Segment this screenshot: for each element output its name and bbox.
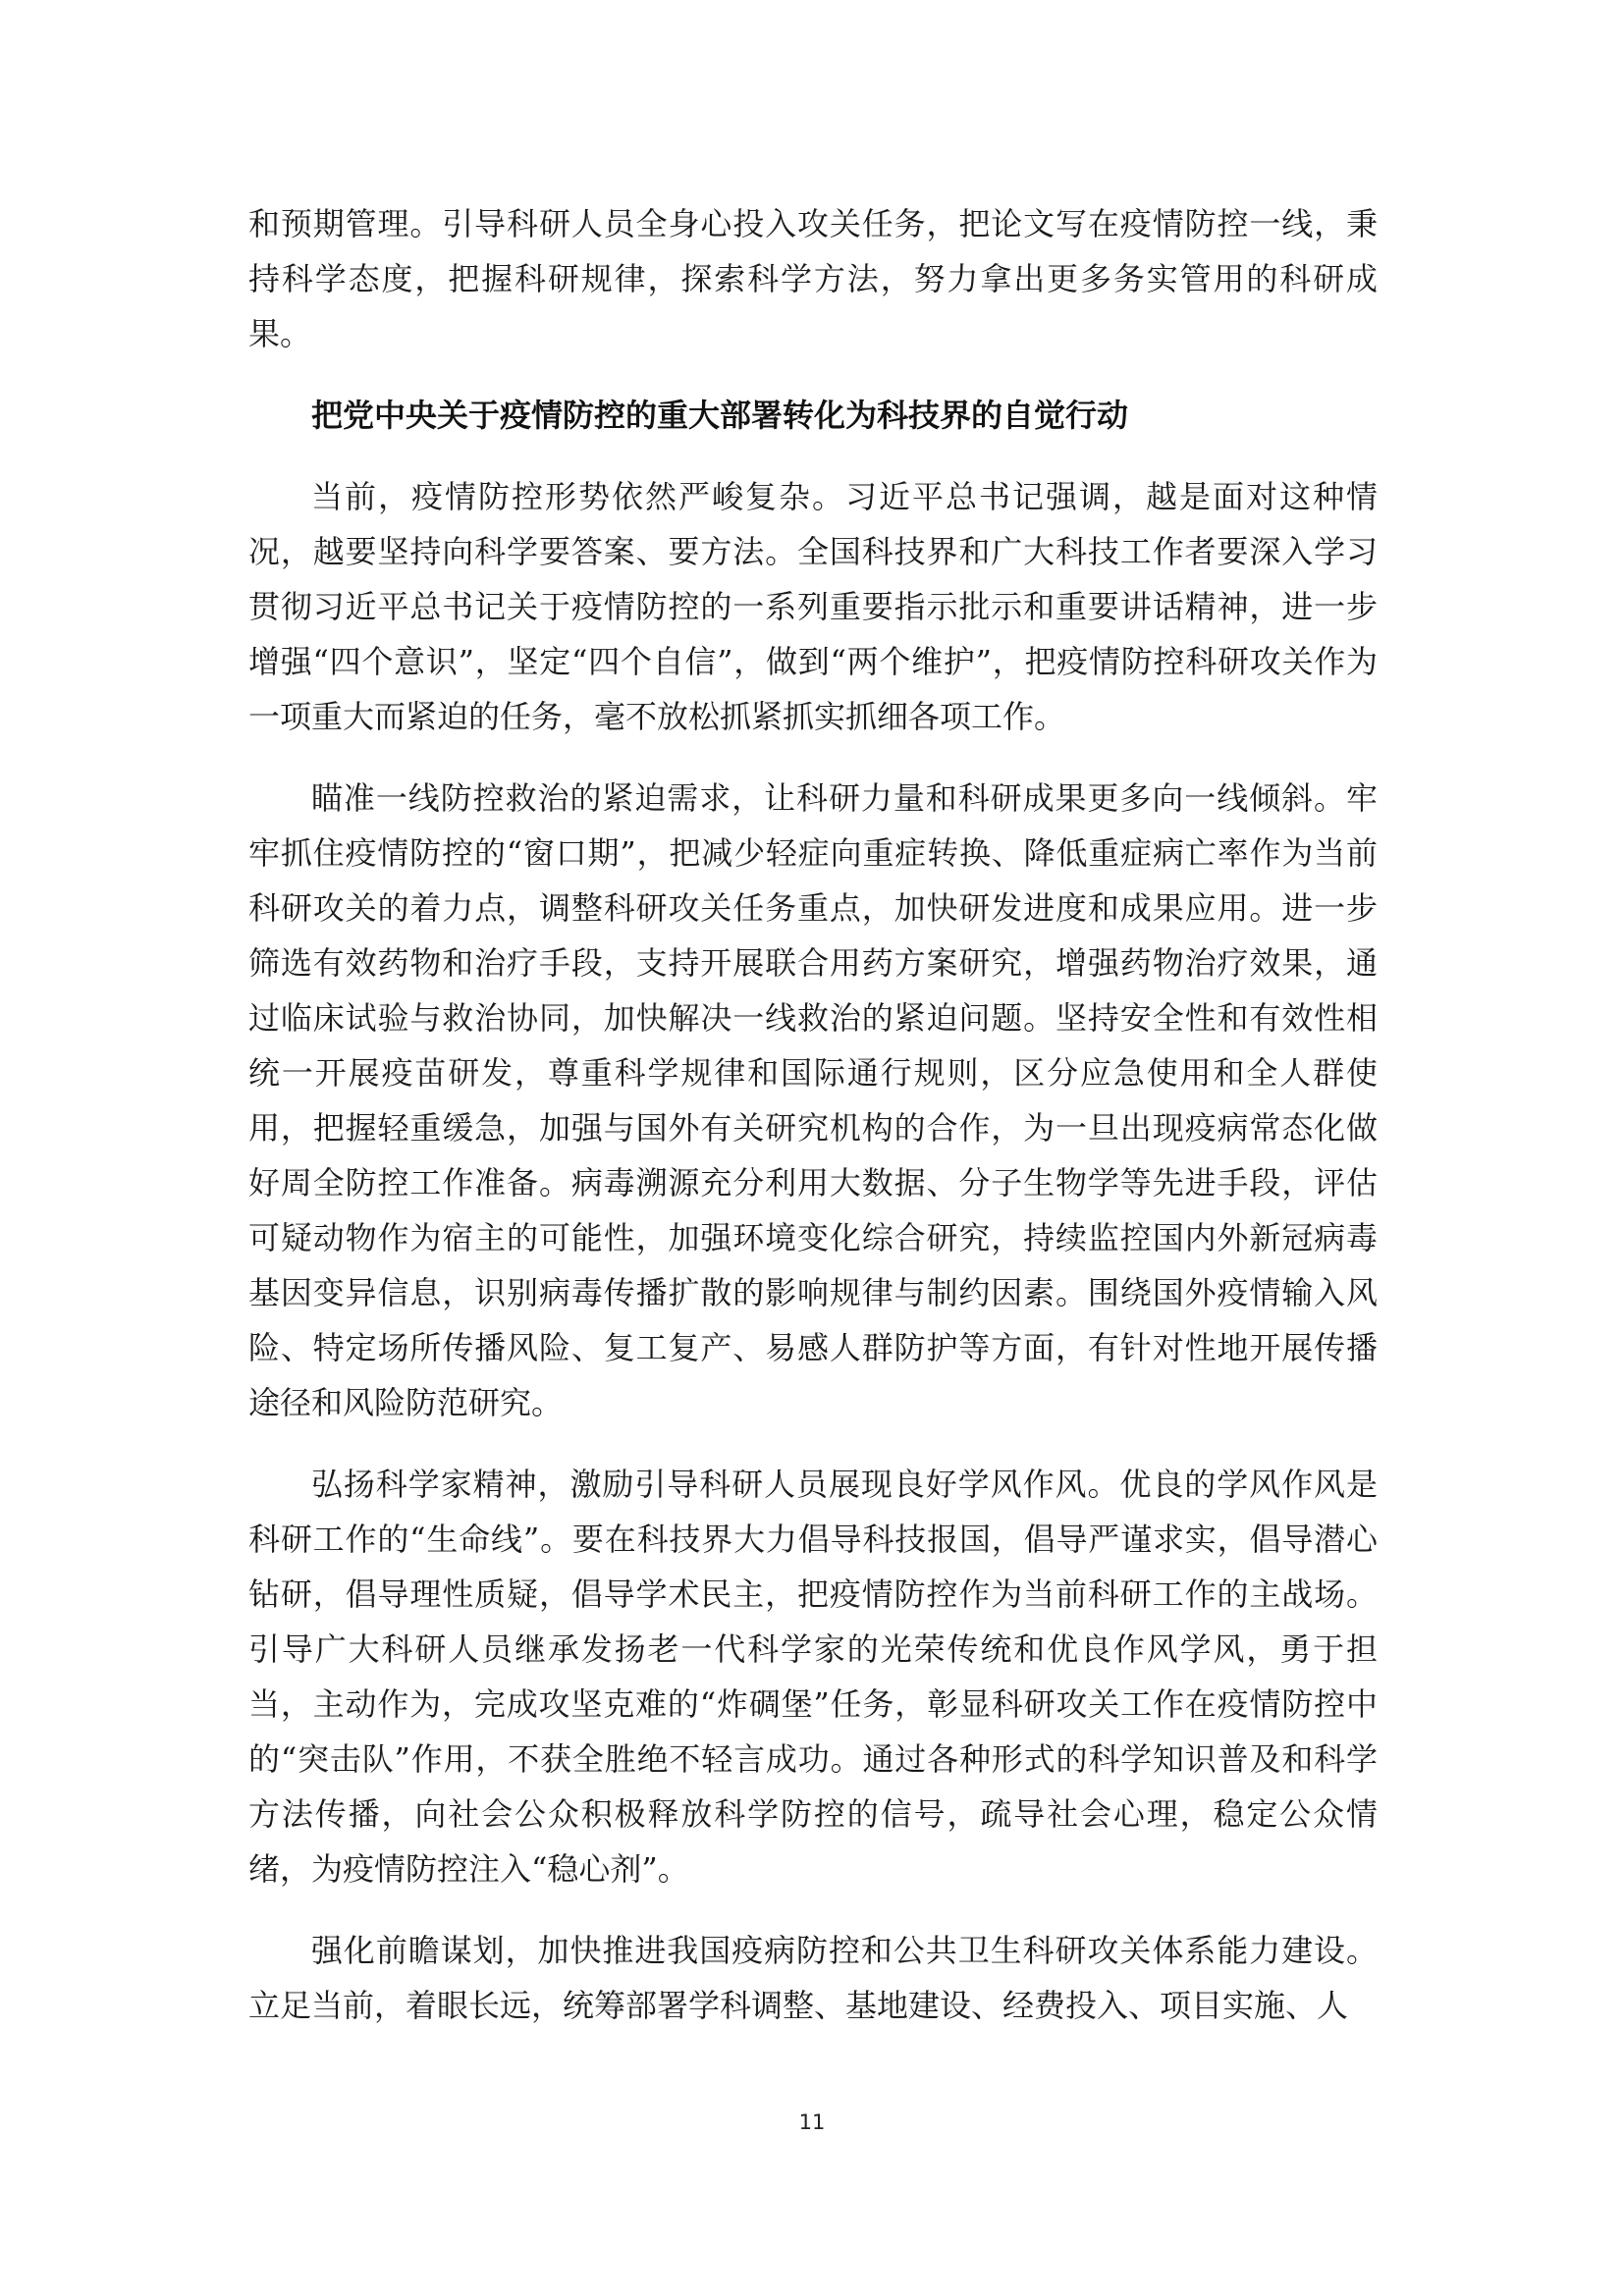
paragraph-scientist-spirit: 弘扬科学家精神，激励引导科研人员展现良好学风作风。优良的学风作风是科研工作的“生命线”。要在科技界大力倡导科技报国，倡导严谨求实，倡导潜心钻研，倡导理性质疑，倡导学术民主，把疫情防控作为当前科研工作的主战场。引导广大科研人员继承发扬老一代科学家的光荣传统和优良作风学风，勇于担当，主动作为，完成攻坚克难的“炸碉堡”任务，彰显科研攻关工作在疫情防控中的“突击队”作用，不获全胜绝不轻言成功。通过各种形式的科学知识普及和科学方法传播，向社会公众积极释放科学防控的信号，疏导社会心理，稳定公众情绪，为疫情防控注入“稳心剂”。 <box>248 1466 1378 1888</box>
section-heading: 把党中央关于疫情防控的重大部署转化为科技界的自觉行动 <box>311 397 1129 434</box>
paragraph-frontline-needs: 瞄准一线防控救治的紧迫需求，让科研力量和科研成果更多向一线倾斜。牢牢抓住疫情防控的“窗口期”，把减少轻症向重症转换、降低重症病亡率作为当前科研攻关的着力点，调整科研攻关任务重点，加快研发进度和成果应用。进一步筛选有效药物和治疗手段，支持开展联合用药方案研究，增强药物治疗效果，通过临床试验与救治协同，加快解决一线救治的紧迫问题。坚持安全性和有效性相统一开展疫苗研发，尊重科学规律和国际通行规则，区分应急使用和全人群使用，把握轻重缓急，加强与国外有关研究机构的合作，为一旦出现疫病常态化做好周全防控工作准备。病毒溯源充分利用大数据、分子生物学等先进手段，评估可疑动物作为宿主的可能性，加强环境变化综合研究，持续监控国内外新冠病毒基因变异信息，识别病毒传播扩散的影响规律与制约因素。围绕国外疫情输入风险、特定场所传播风险、复工复产、易感人群防护等方面，有针对性地开展传播途径和风险防范研究。 <box>248 779 1378 1421</box>
page-number: 11 <box>798 2110 826 2134</box>
paragraph-situation: 当前，疫情防控形势依然严峻复杂。习近平总书记强调，越是面对这种情况，越要坚持向科学要答案、要方法。全国科技界和广大科技工作者要深入学习贯彻习近平总书记关于疫情防控的一系列重要指示批示和重要讲话精神，进一步增强“四个意识”，坚定“四个自信”，做到“两个维护”，把疫情防控科研攻关作为一项重大而紧迫的任务，毫不放松抓紧抓实抓细各项工作。 <box>248 478 1378 735</box>
paragraph-forward-planning: 强化前瞻谋划，加快推进我国疫病防控和公共卫生科研攻关体系能力建设。立足当前，着眼长远，统筹部署学科调整、基地建设、经费投入、项目实施、人 <box>248 1932 1378 2024</box>
paragraph-continuation: 和预期管理。引导科研人员全身心投入攻关任务，把论文写在疫情防控一线，秉持科学态度，把握科研规律，探索科学方法，努力拿出更多务实管用的科研成果。 <box>248 205 1378 352</box>
document-page <box>248 196 1378 2059</box>
